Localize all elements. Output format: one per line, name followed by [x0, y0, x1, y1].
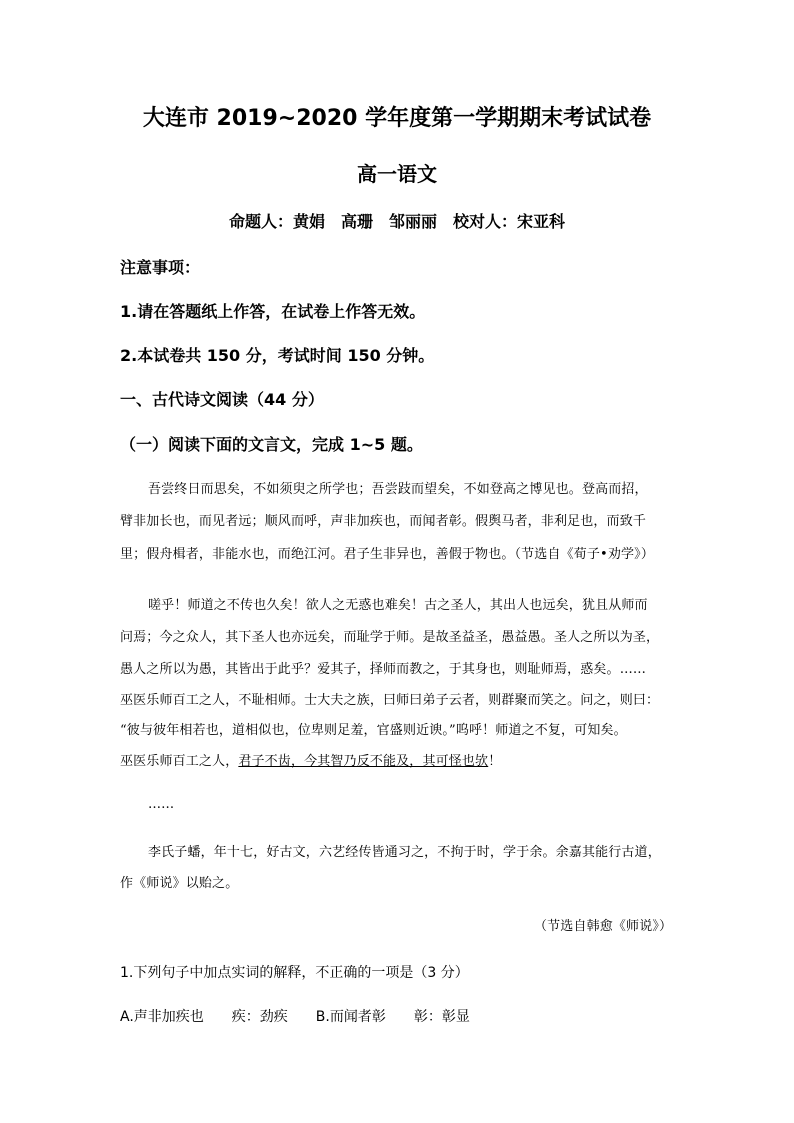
author-credits: 命题人：黄娟 高珊 邹丽丽 校对人：宋亚科: [228, 212, 565, 231]
exam-title: 大连市 2019~2020 学年度第一学期期末考试试卷: [142, 106, 652, 131]
passage2-final-line: [120, 753, 501, 771]
note-item-1: 1.请在答题纸上作答，在试卷上作答无效。: [120, 302, 426, 321]
passage2-line: 嗟乎！师道之不传也久矣！欲人之无惑也难矣！古之圣人，其出人也远矣，犹且从师而: [148, 598, 648, 613]
passage1-line: 臂非加长也，而见者远；顺风而呼，声非加疾也，而闻者彰。假舆马者，非利足也，而致千: [120, 514, 647, 529]
passage1-line: 里；假舟楫者，非能水也，而绝江河。君子生非异也，善假于物也。（节选自《荀子•劝学》）: [120, 547, 654, 562]
passage-source: （节选自韩愈《师说》）: [534, 919, 673, 934]
passage2-line: “彼与彼年相若也，道相似也，位卑则足羞，官盛则近谀。”呜呼！师道之不复，可知矣。: [120, 723, 627, 738]
passage-ellipsis: ……: [148, 797, 175, 812]
note-item-2: 2.本试卷共 150 分，考试时间 150 分钟。: [120, 346, 435, 365]
notes-heading: 注意事项：: [120, 258, 201, 277]
passage2-line: 问焉；今之众人，其下圣人也亦远矣，而耻学于师。是故圣益圣，愚益愚。圣人之所以为圣，: [120, 630, 660, 645]
passage2-line: 巫医乐师百工之人，不耻相师。士大夫之族，曰师曰弟子云者，则群聚而笑之。问之，则曰：: [120, 693, 660, 708]
underlined-sentence: 君子不齿，今其智乃反不能及，其可怪也欤: [238, 754, 489, 769]
passage2-line-end: ！: [488, 754, 502, 769]
passage3-line: 李氏子蟠，年十七，好古文，六艺经传皆通习之，不拘于时，学于余。余嘉其能行古道，: [148, 845, 661, 860]
sub-section-heading: （一）阅读下面的文言文，完成 1~5 题。: [120, 435, 423, 454]
passage2-line: 愚人之所以为愚，其皆出于此乎？爱其子，择师而教之，于其身也，则耻师焉，惑矣。……: [120, 662, 647, 677]
question-1-options: A.声非加疾也 疾：劲疾 B.而闻者彰 彰：彰显: [120, 1009, 470, 1025]
passage3-line: 作《师说》以贻之。: [120, 876, 239, 891]
passage1-line: 吾尝终日而思矣，不如须臾之所学也；吾尝跂而望矣，不如登高之博见也。登高而招，: [148, 482, 648, 497]
section-heading: 一、古代诗文阅读（44 分）: [120, 390, 324, 409]
subject-title: 高一语文: [357, 162, 437, 186]
question-1: 1.下列句子中加点实词的解释，不正确的一项是（3 分）: [120, 965, 469, 981]
passage2-line-start: 巫医乐师百工之人，: [120, 754, 239, 769]
